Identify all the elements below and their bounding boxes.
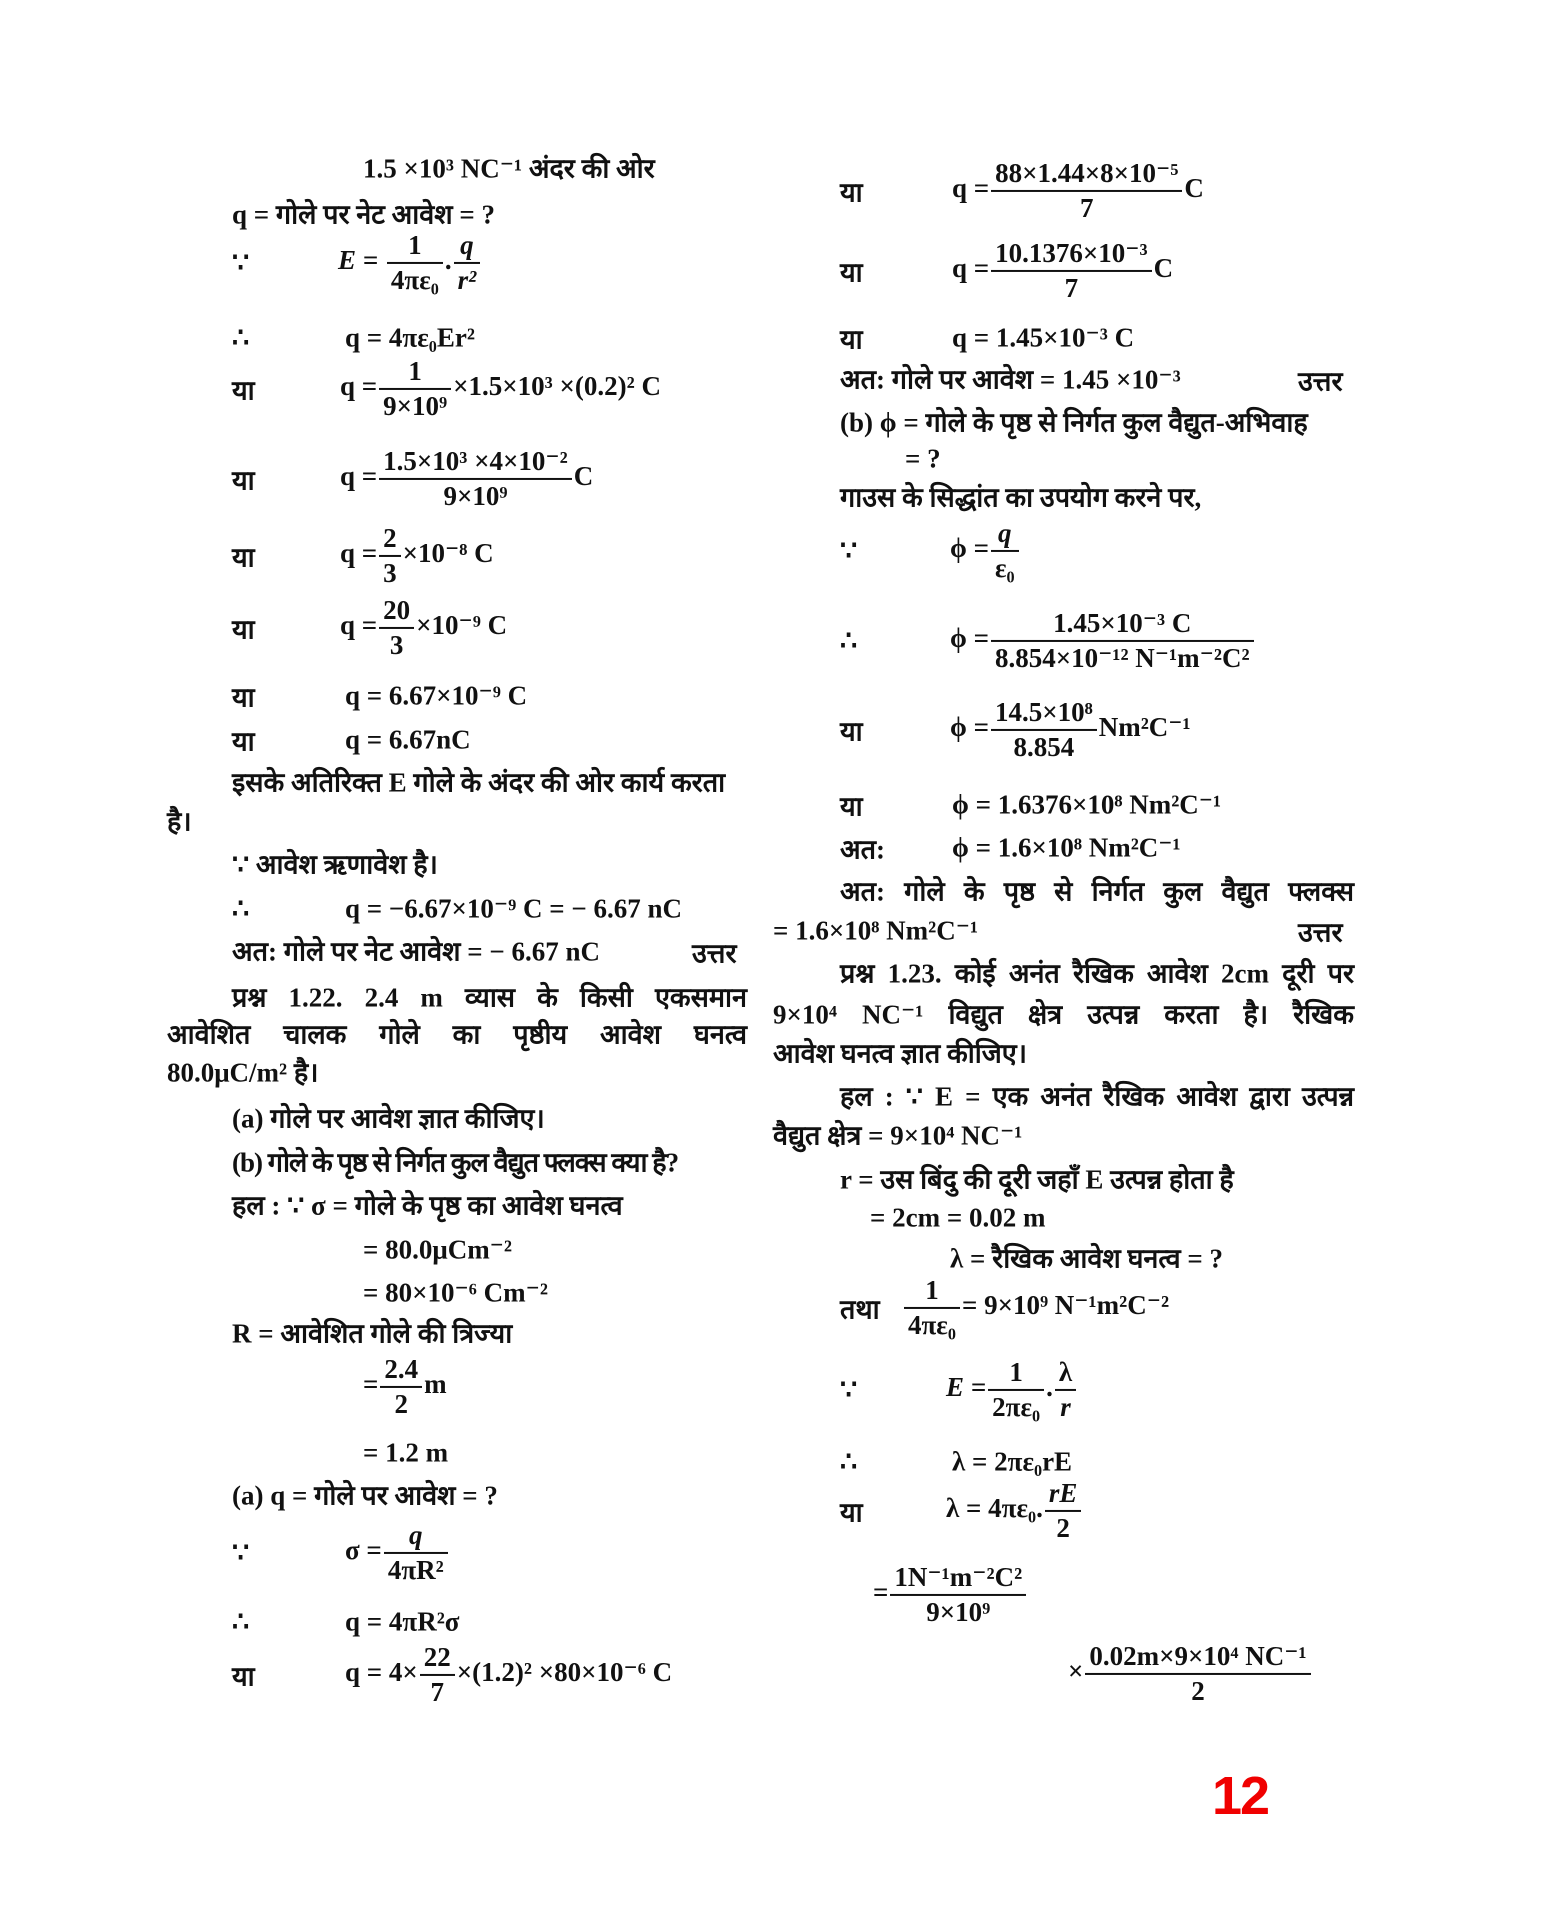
numerator: 2 <box>379 523 401 557</box>
or-label: या <box>232 1661 255 1692</box>
question-heading: प्रश्न 1.22. 2.4 m व्यास के किसी एकसमान <box>232 982 747 1013</box>
solution-line: हल : ∵ E = एक अनंत रैखिक आवेश द्वारा उत्पन्न <box>840 1081 1354 1112</box>
eq-lhs: = <box>363 1369 379 1400</box>
equation: q = −6.67×10⁻⁹ C = − 6.67 nC <box>345 893 683 924</box>
text-line: है। <box>167 806 192 837</box>
eq-rhs: m <box>424 1369 447 1400</box>
numerator: 88×1.44×8×10⁻⁵ <box>991 158 1182 192</box>
equation <box>873 1562 1028 1628</box>
or-label: या <box>840 177 863 208</box>
denominator: 7 <box>430 1677 445 1707</box>
equation: = 1.2 m <box>363 1437 449 1468</box>
equation: ϕ = 1.6×10⁸ Nm²C⁻¹ <box>952 832 1181 863</box>
dot: . <box>1046 1372 1053 1403</box>
equation: q = 1.45×10⁻³ C <box>952 322 1135 353</box>
eq-lhs: ϕ = <box>950 533 989 564</box>
equation <box>345 1642 672 1708</box>
therefore-symbol: ∴ <box>232 1606 250 1637</box>
text-line: q = गोले पर नेट आवेश = ? <box>232 199 495 230</box>
equation <box>340 446 593 512</box>
fraction <box>991 608 1254 674</box>
denominator: 7 <box>1064 273 1079 303</box>
equation: q = 6.67×10⁻⁹ C <box>345 680 528 711</box>
eq-lhs: q = <box>340 461 378 492</box>
or-label: या <box>232 614 255 645</box>
equation <box>952 238 1173 304</box>
denominator: r <box>1060 1392 1071 1422</box>
or-label: या <box>840 716 863 747</box>
numerator: rE <box>1045 1478 1082 1512</box>
fraction <box>991 697 1097 763</box>
eq-lhs: × <box>1068 1656 1084 1687</box>
solution-line: हल : ∵ σ = गोले के पृष्ठ का आवेश घनत्व <box>232 1190 623 1221</box>
equation <box>952 158 1204 224</box>
denominator: 9×10⁹ <box>383 391 448 421</box>
numerator: 0.02m×9×10⁴ NC⁻¹ <box>1085 1641 1310 1675</box>
numerator: 10.1376×10⁻³ <box>991 238 1151 272</box>
or-label: या <box>840 324 863 355</box>
denominator: r² <box>457 265 477 295</box>
equation <box>345 1520 450 1586</box>
or-label: या <box>232 542 255 573</box>
therefore-symbol: ∴ <box>232 893 250 924</box>
eq-lhs: σ = <box>345 1535 382 1566</box>
fraction <box>387 230 443 296</box>
numerator: 1 <box>904 1275 960 1309</box>
fraction <box>379 595 414 661</box>
because-symbol: ∵ <box>232 247 250 278</box>
denominator: 4πε₀ <box>908 1310 956 1340</box>
numerator: 1 <box>379 356 451 390</box>
denominator: 4πR² <box>387 1555 444 1585</box>
denominator: 9×10⁹ <box>443 481 508 511</box>
fraction <box>890 1562 1026 1628</box>
answer-label: उत्तर <box>1298 366 1343 397</box>
question-part-b: (b) गोले के पृष्ठ से निर्गत कुल वैद्युत फ्लक्स क्या है? <box>232 1147 679 1178</box>
numerator: 2.4 <box>380 1354 422 1388</box>
because-symbol: ∵ <box>232 1537 250 1568</box>
numerator: q <box>384 1520 448 1554</box>
text-line: = ? <box>905 443 941 474</box>
equation <box>340 356 661 422</box>
eq-rhs: = 9×10⁹ N⁻¹m²C⁻² <box>961 1290 1170 1321</box>
eq-lhs: q = <box>952 173 990 204</box>
because-symbol: ∵ <box>840 535 858 566</box>
eq-lhs: = <box>873 1577 889 1608</box>
equation: ϕ = 1.6376×10⁸ Nm²C⁻¹ <box>952 789 1222 820</box>
denominator: 9×10⁹ <box>926 1597 991 1627</box>
question-text: आवेश घनत्व ज्ञात कीजिए। <box>773 1038 1027 1069</box>
eq-rhs: Nm²C⁻¹ <box>1098 712 1191 743</box>
question-text: आवेशित चालक गोले का पृष्ठीय आवेश घनत्व <box>167 1019 747 1050</box>
therefore-symbol: ∴ <box>232 322 250 353</box>
therefore-symbol: ∴ <box>840 625 858 656</box>
denominator: 2πε₀ <box>992 1392 1041 1422</box>
fraction <box>384 1520 448 1586</box>
text-line: R = आवेशित गोले की त्रिज्या <box>232 1318 513 1349</box>
or-label: या <box>232 465 255 496</box>
fraction <box>379 356 451 422</box>
fraction <box>454 230 481 296</box>
numerator: q <box>454 230 481 264</box>
numerator: 1 <box>988 1357 1044 1391</box>
equation: q = 6.67nC <box>345 724 471 755</box>
equation: λ = 2πε₀rE <box>952 1446 1073 1477</box>
text-line: अत: गोले के पृष्ठ से निर्गत कुल वैद्युत फ्लक्स <box>840 876 1354 907</box>
answer-label: उत्तर <box>692 938 737 969</box>
equation <box>950 697 1191 763</box>
equation <box>950 608 1256 674</box>
text-line: (b) ϕ = गोले के पृष्ठ से निर्गत कुल वैद्युत-अभिवाह <box>840 407 1308 438</box>
denominator: 8.854×10⁻¹² N⁻¹m⁻²C² <box>994 643 1250 673</box>
or-label: या <box>840 257 863 288</box>
or-label: या <box>232 682 255 713</box>
question-text: 9×10⁴ NC⁻¹ विद्युत क्षेत्र उत्पन्न करता है। रैखिक <box>773 999 1354 1030</box>
numerator: 22 <box>420 1642 455 1676</box>
eq-rhs: ×10⁻⁸ C <box>402 538 494 569</box>
equation <box>338 230 482 296</box>
eq-lhs: q = <box>340 538 378 569</box>
fraction <box>991 518 1019 584</box>
equation <box>902 1275 1169 1341</box>
equation <box>340 523 494 589</box>
equation: = 80.0μCm⁻² <box>363 1234 513 1265</box>
fraction <box>380 1354 422 1420</box>
eq-lhs: q = 4× <box>345 1657 418 1688</box>
equation: = 2cm = 0.02 m <box>870 1202 1046 1233</box>
eq-rhs: C <box>573 461 594 492</box>
page-number: 12 <box>1212 1766 1269 1826</box>
equation: q = 4πε₀Er² <box>345 322 475 353</box>
text-line: ∵ आवेश ऋणावेश है। <box>232 849 438 880</box>
or-label: या <box>232 726 255 757</box>
therefore-symbol: ∴ <box>840 1446 858 1477</box>
fraction <box>379 523 401 589</box>
denominator: ε₀ <box>994 553 1015 583</box>
hence-label: अत: <box>840 834 886 865</box>
eq-lhs: ϕ = <box>950 623 989 654</box>
numerator: 1 <box>387 230 443 264</box>
eq-rhs: ×1.5×10³ ×(0.2)² C <box>453 371 661 402</box>
fraction <box>991 158 1182 224</box>
answer-line: अत: गोले पर नेट आवेश = − 6.67 nC <box>232 936 600 967</box>
equation <box>340 595 507 661</box>
eq-lhs: ϕ = <box>950 712 989 743</box>
or-label: या <box>840 791 863 822</box>
denominator: 2 <box>1056 1513 1070 1543</box>
or-label: या <box>840 1497 863 1528</box>
answer-line: = 1.6×10⁸ Nm²C⁻¹ <box>773 915 979 946</box>
fraction <box>1055 1357 1076 1423</box>
because-symbol: ∵ <box>840 1374 858 1405</box>
numerator: 1.5×10³ ×4×10⁻² <box>379 446 572 480</box>
answer-line: अत: गोले पर आवेश = 1.45 ×10⁻³ <box>840 364 1181 395</box>
question-text: 80.0μC/m² है। <box>167 1057 319 1088</box>
text-line: (a) q = गोले पर आवेश = ? <box>232 1480 498 1511</box>
eq-lhs: q = <box>340 610 378 641</box>
question-heading: प्रश्न 1.23. कोई अनंत रैखिक आवेश 2cm दूरी पर <box>840 958 1354 989</box>
answer-label: उत्तर <box>1298 917 1343 948</box>
numerator: 20 <box>379 595 414 629</box>
numerator: 1.45×10⁻³ C <box>991 608 1254 642</box>
fraction <box>904 1275 960 1341</box>
eq-lhs: E = <box>946 1372 987 1403</box>
fraction <box>991 238 1151 304</box>
text-line: इसके अतिरिक्त E गोले के अंदर की ओर कार्य करता <box>232 767 726 798</box>
equation <box>946 1478 1083 1544</box>
denominator: 7 <box>1080 193 1094 223</box>
eq-lhs: E = <box>338 245 379 276</box>
eq-rhs: C <box>1153 253 1174 284</box>
fraction <box>988 1357 1044 1423</box>
eq-rhs: ×10⁻⁹ C <box>416 610 508 641</box>
equation <box>363 1354 447 1420</box>
eq-rhs: ×(1.2)² ×80×10⁻⁶ C <box>456 1657 673 1688</box>
question-part-a: (a) गोले पर आवेश ज्ञात कीजिए। <box>232 1103 545 1134</box>
fraction <box>420 1642 455 1708</box>
equation: = 80×10⁻⁶ Cm⁻² <box>363 1277 548 1308</box>
fraction <box>1085 1641 1310 1707</box>
numerator: q <box>991 518 1019 552</box>
text-line: λ = रैखिक आवेश घनत्व = ? <box>950 1243 1223 1274</box>
eq-rhs: C <box>1184 173 1204 204</box>
equation <box>950 518 1021 584</box>
equation <box>1068 1641 1313 1707</box>
eq-lhs: q = <box>340 371 378 402</box>
denominator: 4πε₀ <box>390 265 439 295</box>
fraction <box>379 446 572 512</box>
numerator: 1N⁻¹m⁻²C² <box>890 1562 1026 1596</box>
denominator: 2 <box>1191 1676 1205 1706</box>
dot: . <box>444 245 452 276</box>
equation <box>946 1357 1078 1423</box>
equation: q = 4πR²σ <box>345 1606 460 1637</box>
and-label: तथा <box>840 1294 880 1325</box>
text-line: गाउस के सिद्धांत का उपयोग करने पर, <box>840 482 1202 513</box>
text-line: r = उस बिंदु की दूरी जहाँ E उत्पन्न होता है <box>840 1164 1234 1195</box>
fraction <box>1045 1478 1082 1544</box>
numerator: λ <box>1055 1357 1076 1391</box>
text-line: 1.5 ×10³ NC⁻¹ अंदर की ओर <box>363 153 655 184</box>
numerator: 14.5×10⁸ <box>991 697 1097 731</box>
text-line: वैद्युत क्षेत्र = 9×10⁴ NC⁻¹ <box>773 1120 1023 1151</box>
denominator: 3 <box>389 630 404 660</box>
eq-lhs: λ = 4πε₀. <box>946 1493 1043 1524</box>
eq-lhs: q = <box>952 253 990 284</box>
denominator: 8.854 <box>1013 732 1075 762</box>
denominator: 2 <box>394 1389 409 1419</box>
or-label: या <box>232 375 255 406</box>
denominator: 3 <box>383 558 397 588</box>
